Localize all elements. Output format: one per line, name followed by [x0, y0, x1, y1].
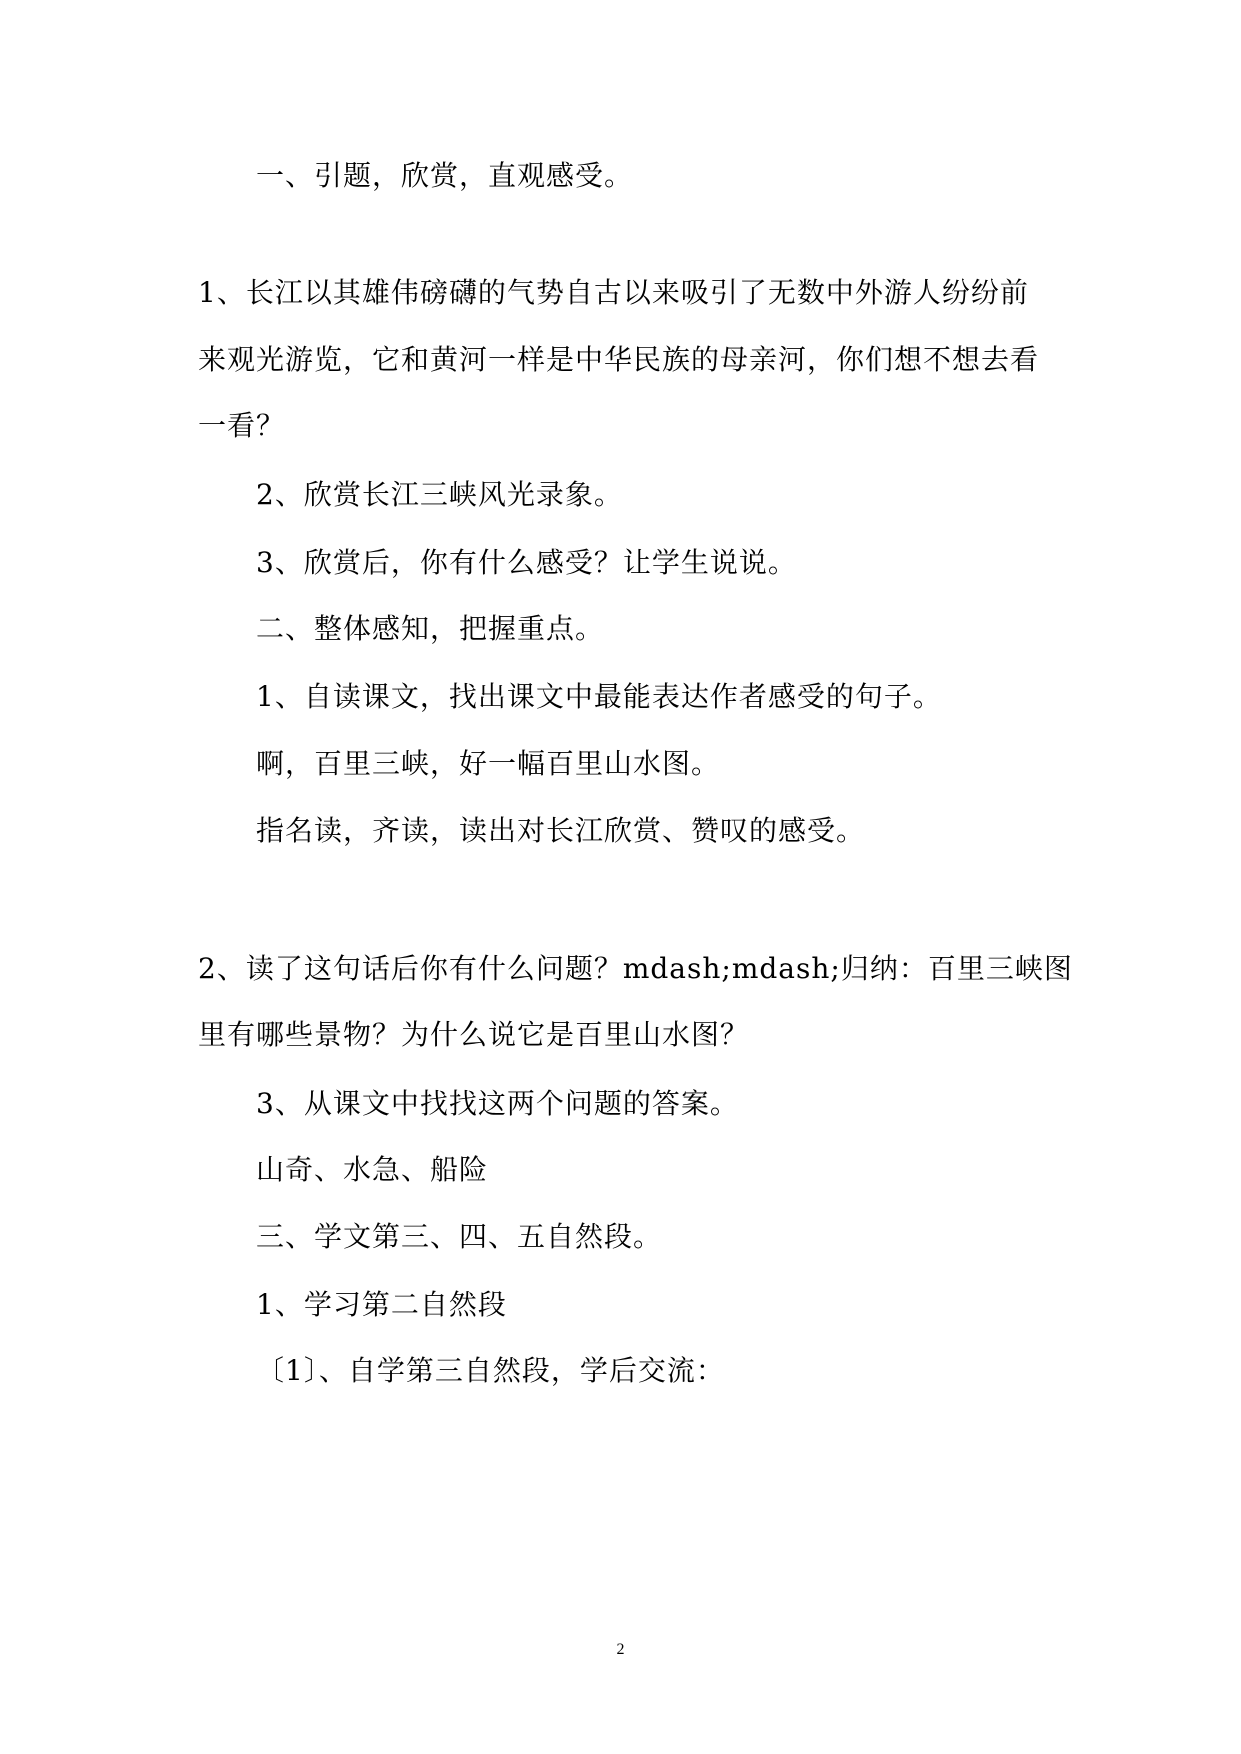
section-heading-3: 三、学文第三、四、五自然段。 [256, 1220, 663, 1253]
paragraph-line: 1、自读课文，找出课文中最能表达作者感受的句子。 [256, 680, 942, 713]
paragraph-line: 来观光游览，它和黄河一样是中华民族的母亲河，你们想不想去看 [198, 343, 1040, 376]
paragraph-line: 1、学习第二自然段 [256, 1288, 507, 1321]
paragraph-line: 3、从课文中找找这两个问题的答案。 [256, 1087, 739, 1120]
paragraph-line: 3、欣赏后，你有什么感受？让学生说说。 [256, 546, 797, 579]
paragraph-line: 2、读了这句话后你有什么问题？mdash;mdash;归纳：百里三峡图 [198, 952, 1073, 985]
section-heading-2: 二、整体感知，把握重点。 [256, 612, 605, 645]
paragraph-line: 2、欣赏长江三峡风光录象。 [256, 478, 623, 511]
paragraph-line: 里有哪些景物？为什么说它是百里山水图？ [198, 1018, 750, 1051]
paragraph-line: 〔1〕、自学第三自然段，学后交流： [256, 1354, 725, 1387]
paragraph-line: 1、长江以其雄伟磅礴的气势自古以来吸引了无数中外游人纷纷前 [198, 276, 1029, 309]
paragraph-line: 啊，百里三峡，好一幅百里山水图。 [256, 747, 721, 780]
paragraph-line: 一看？ [198, 409, 286, 442]
paragraph-line: 指名读，齐读，读出对长江欣赏、赞叹的感受。 [256, 814, 866, 847]
section-heading-1: 一、引题，欣赏，直观感受。 [256, 159, 634, 192]
page-number: 2 [616, 1641, 625, 1658]
paragraph-line: 山奇、水急、船险 [256, 1153, 489, 1186]
